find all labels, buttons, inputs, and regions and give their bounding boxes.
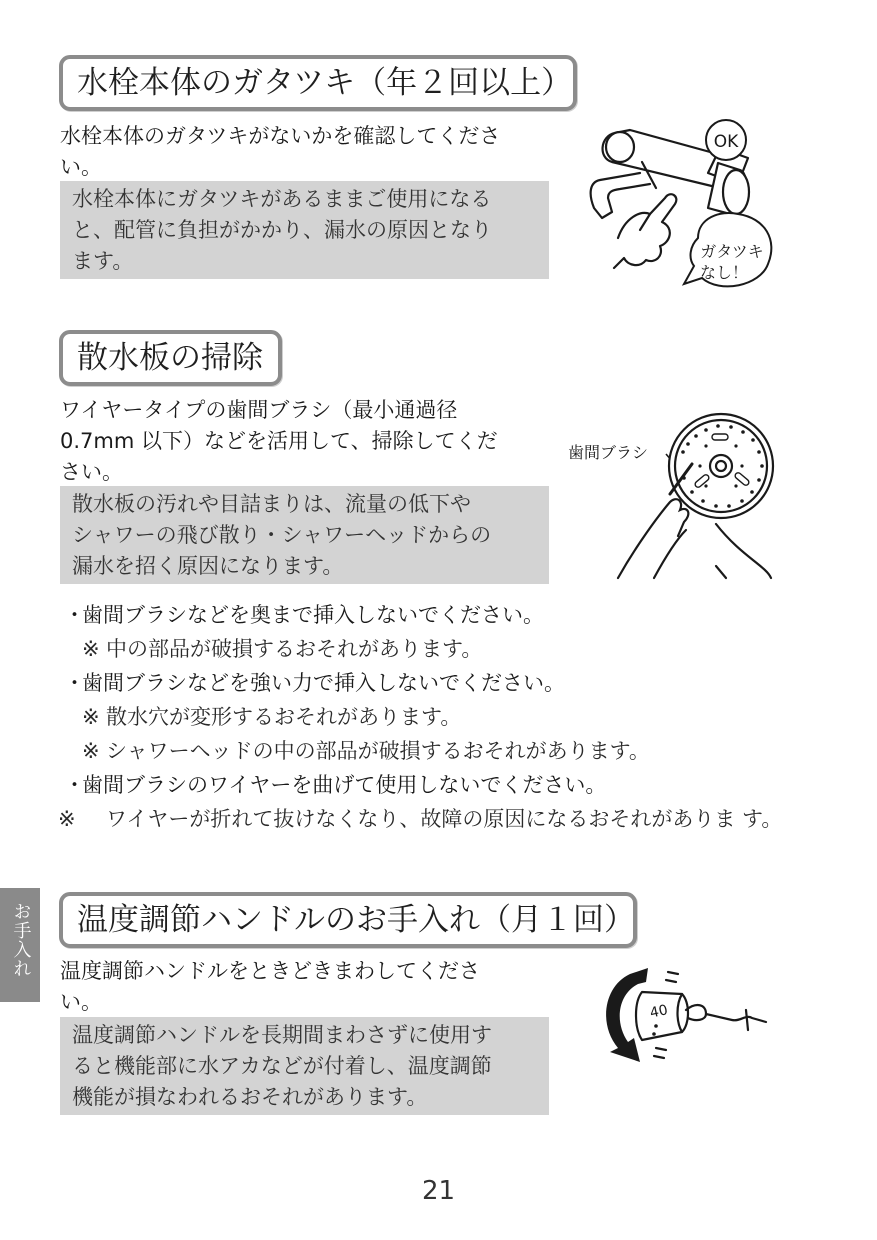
caution-item: ・ 歯間ブラシなどを強い力で挿入しないでください。 bbox=[64, 671, 565, 695]
section-heading-faucet-wobble bbox=[59, 55, 577, 111]
caution-note: ※ 中の部品が破損するおそれがあります。 bbox=[82, 637, 483, 661]
note-box: 水栓本体にガタツキがあるままご使用になる と、配管に負担がかかり、漏水の原因となり ます。 bbox=[60, 181, 549, 279]
section-heading-text: 水栓本体のガタツキ（年２回以上） bbox=[77, 64, 573, 101]
ok-label: OK bbox=[713, 132, 739, 152]
section-heading-temp-handle bbox=[59, 892, 637, 948]
caution-item: ・ 歯間ブラシのワイヤーを曲げて使用しないでください。 bbox=[64, 773, 607, 797]
caution-list bbox=[58, 598, 804, 836]
faucet-check-illustration bbox=[580, 118, 780, 304]
caution-note: ※ ワイヤーが折れて抜けなくなり、故障の原因になるおそれがありま す。 bbox=[58, 807, 783, 831]
section-heading-text: 散水板の掃除 bbox=[77, 339, 263, 376]
temperature-handle-illustration bbox=[596, 962, 776, 1068]
brush-label: 歯間ブラシ bbox=[568, 443, 649, 462]
shower-head-brush-illustration bbox=[566, 406, 786, 580]
section-heading-text: 温度調節ハンドルのお手入れ（月１回） bbox=[77, 901, 635, 938]
lead-text: 水栓本体のガタツキがないかを確認してくださ い。 bbox=[60, 124, 501, 179]
caution-note: ※ 散水穴が変形するおそれがあります。 bbox=[82, 705, 462, 729]
dial-value: 40 bbox=[648, 1002, 670, 1022]
bubble-line-1: ガタツキ bbox=[700, 242, 764, 261]
side-tab-care: お手入れ bbox=[0, 888, 40, 1002]
lead-text: ワイヤータイプの歯間ブラシ（最小通過径 0.7mm 以下）などを活用して、掃除してくだ さい。 bbox=[60, 398, 498, 484]
note-box: 散水板の汚れや目詰まりは、流量の低下や シャワーの飛び散り・シャワーヘッドからの 漏水を招く原因になります。 bbox=[60, 486, 549, 584]
bubble-line-2: なし！ bbox=[699, 263, 749, 282]
page-number: 21 bbox=[421, 1176, 456, 1206]
lead-text: 温度調節ハンドルをときどきまわしてくださ い。 bbox=[60, 959, 480, 1014]
note-box: 温度調節ハンドルを長期間まわさずに使用す ると機能部に水アカなどが付着し、温度調節 機能が損なわれるおそれがあります。 bbox=[60, 1017, 549, 1115]
caution-note: ※ シャワーヘッドの中の部品が破損するおそれがあります。 bbox=[82, 739, 650, 763]
section-heading-spray-plate bbox=[59, 330, 282, 386]
caution-item: ・ 歯間ブラシなどを奥まで挿入しないでください。 bbox=[64, 603, 544, 627]
